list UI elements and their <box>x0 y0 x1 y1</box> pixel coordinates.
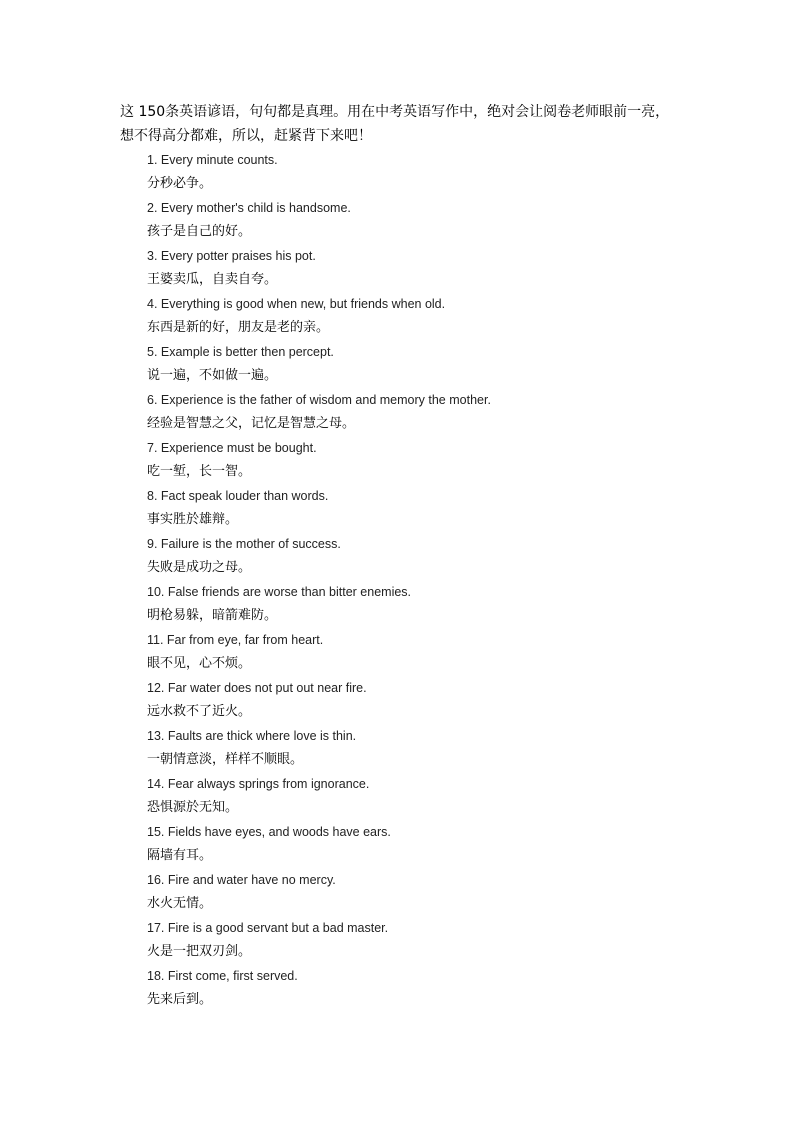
proverb-chinese: 吃一堑，长一智。 <box>147 464 252 479</box>
proverb-chinese: 事实胜於雄辩。 <box>147 512 239 527</box>
proverb-entry <box>147 724 707 772</box>
proverb-chinese: 眼不见，心不烦。 <box>147 656 252 671</box>
proverb-english: 9. Failure is the mother of success. <box>147 537 341 551</box>
proverb-chinese: 经验是智慧之父，记忆是智慧之母。 <box>147 416 356 431</box>
proverb-chinese: 先来后到。 <box>147 992 213 1007</box>
proverb-english: 1. Every minute counts. <box>147 153 278 167</box>
intro-paragraph <box>120 100 680 148</box>
proverb-english: 5. Example is better then percept. <box>147 345 334 359</box>
proverb-entry <box>147 868 707 916</box>
proverb-english: 6. Experience is the father of wisdom and memory the mother. <box>147 393 491 407</box>
proverb-entry <box>147 388 707 436</box>
proverb-entry <box>147 340 707 388</box>
proverb-english: 2. Every mother's child is handsome. <box>147 201 351 215</box>
proverb-entry <box>147 244 707 292</box>
proverb-english: 15. Fields have eyes, and woods have ears. <box>147 825 391 839</box>
proverb-chinese: 王婆卖瓜，自卖自夸。 <box>147 272 278 287</box>
proverb-chinese: 隔墙有耳。 <box>147 848 213 863</box>
proverb-english: 4. Everything is good when new, but friends when old. <box>147 297 446 311</box>
proverb-list <box>147 148 707 1012</box>
proverb-english: 8. Fact speak louder than words. <box>147 489 329 503</box>
proverb-chinese: 东西是新的好，朋友是老的亲。 <box>147 320 330 335</box>
proverb-english: 13. Faults are thick where love is thin. <box>147 729 357 743</box>
proverb-chinese: 远水救不了近火。 <box>147 704 252 719</box>
proverb-chinese: 水火无情。 <box>147 896 213 911</box>
proverb-entry <box>147 292 707 340</box>
proverb-chinese: 失败是成功之母。 <box>147 560 252 575</box>
proverb-english: 12. Far water does not put out near fire. <box>147 681 367 695</box>
proverb-entry <box>147 772 707 820</box>
proverb-entry <box>147 580 707 628</box>
proverb-entry <box>147 676 707 724</box>
proverb-chinese: 说一遍，不如做一遍。 <box>147 368 278 383</box>
proverb-entry <box>147 916 707 964</box>
proverb-chinese: 火是一把双刃剑。 <box>147 944 252 959</box>
proverb-entry <box>147 196 707 244</box>
proverb-chinese: 明枪易躲，暗箭难防。 <box>147 608 278 623</box>
proverb-entry <box>147 964 707 1012</box>
proverb-chinese: 一朝情意淡，样样不顺眼。 <box>147 752 304 767</box>
proverb-english: 17. Fire is a good servant but a bad master. <box>147 921 389 935</box>
intro-line-2: 想不得高分都难，所以，赶紧背下来吧！ <box>120 128 372 144</box>
proverb-entry <box>147 628 707 676</box>
proverb-entry <box>147 532 707 580</box>
proverb-entry <box>147 436 707 484</box>
intro-line-1: 这 150条英语谚语，句句都是真理。用在中考英语写作中，绝对会让阅卷老师眼前一亮， <box>120 104 670 120</box>
proverb-english: 7. Experience must be bought. <box>147 441 317 455</box>
proverb-english: 3. Every potter praises his pot. <box>147 249 316 263</box>
proverb-english: 10. False friends are worse than bitter enemies. <box>147 585 412 599</box>
proverb-english: 16. Fire and water have no mercy. <box>147 873 336 887</box>
proverb-entry <box>147 148 707 196</box>
proverb-chinese: 分秒必争。 <box>147 176 213 191</box>
proverb-chinese: 孩子是自己的好。 <box>147 224 252 239</box>
proverb-entry <box>147 820 707 868</box>
proverb-english: 11. Far from eye, far from heart. <box>147 633 324 647</box>
proverb-chinese: 恐惧源於无知。 <box>147 800 239 815</box>
proverb-english: 14. Fear always springs from ignorance. <box>147 777 370 791</box>
proverb-entry <box>147 484 707 532</box>
proverb-english: 18. First come, first served. <box>147 969 298 983</box>
